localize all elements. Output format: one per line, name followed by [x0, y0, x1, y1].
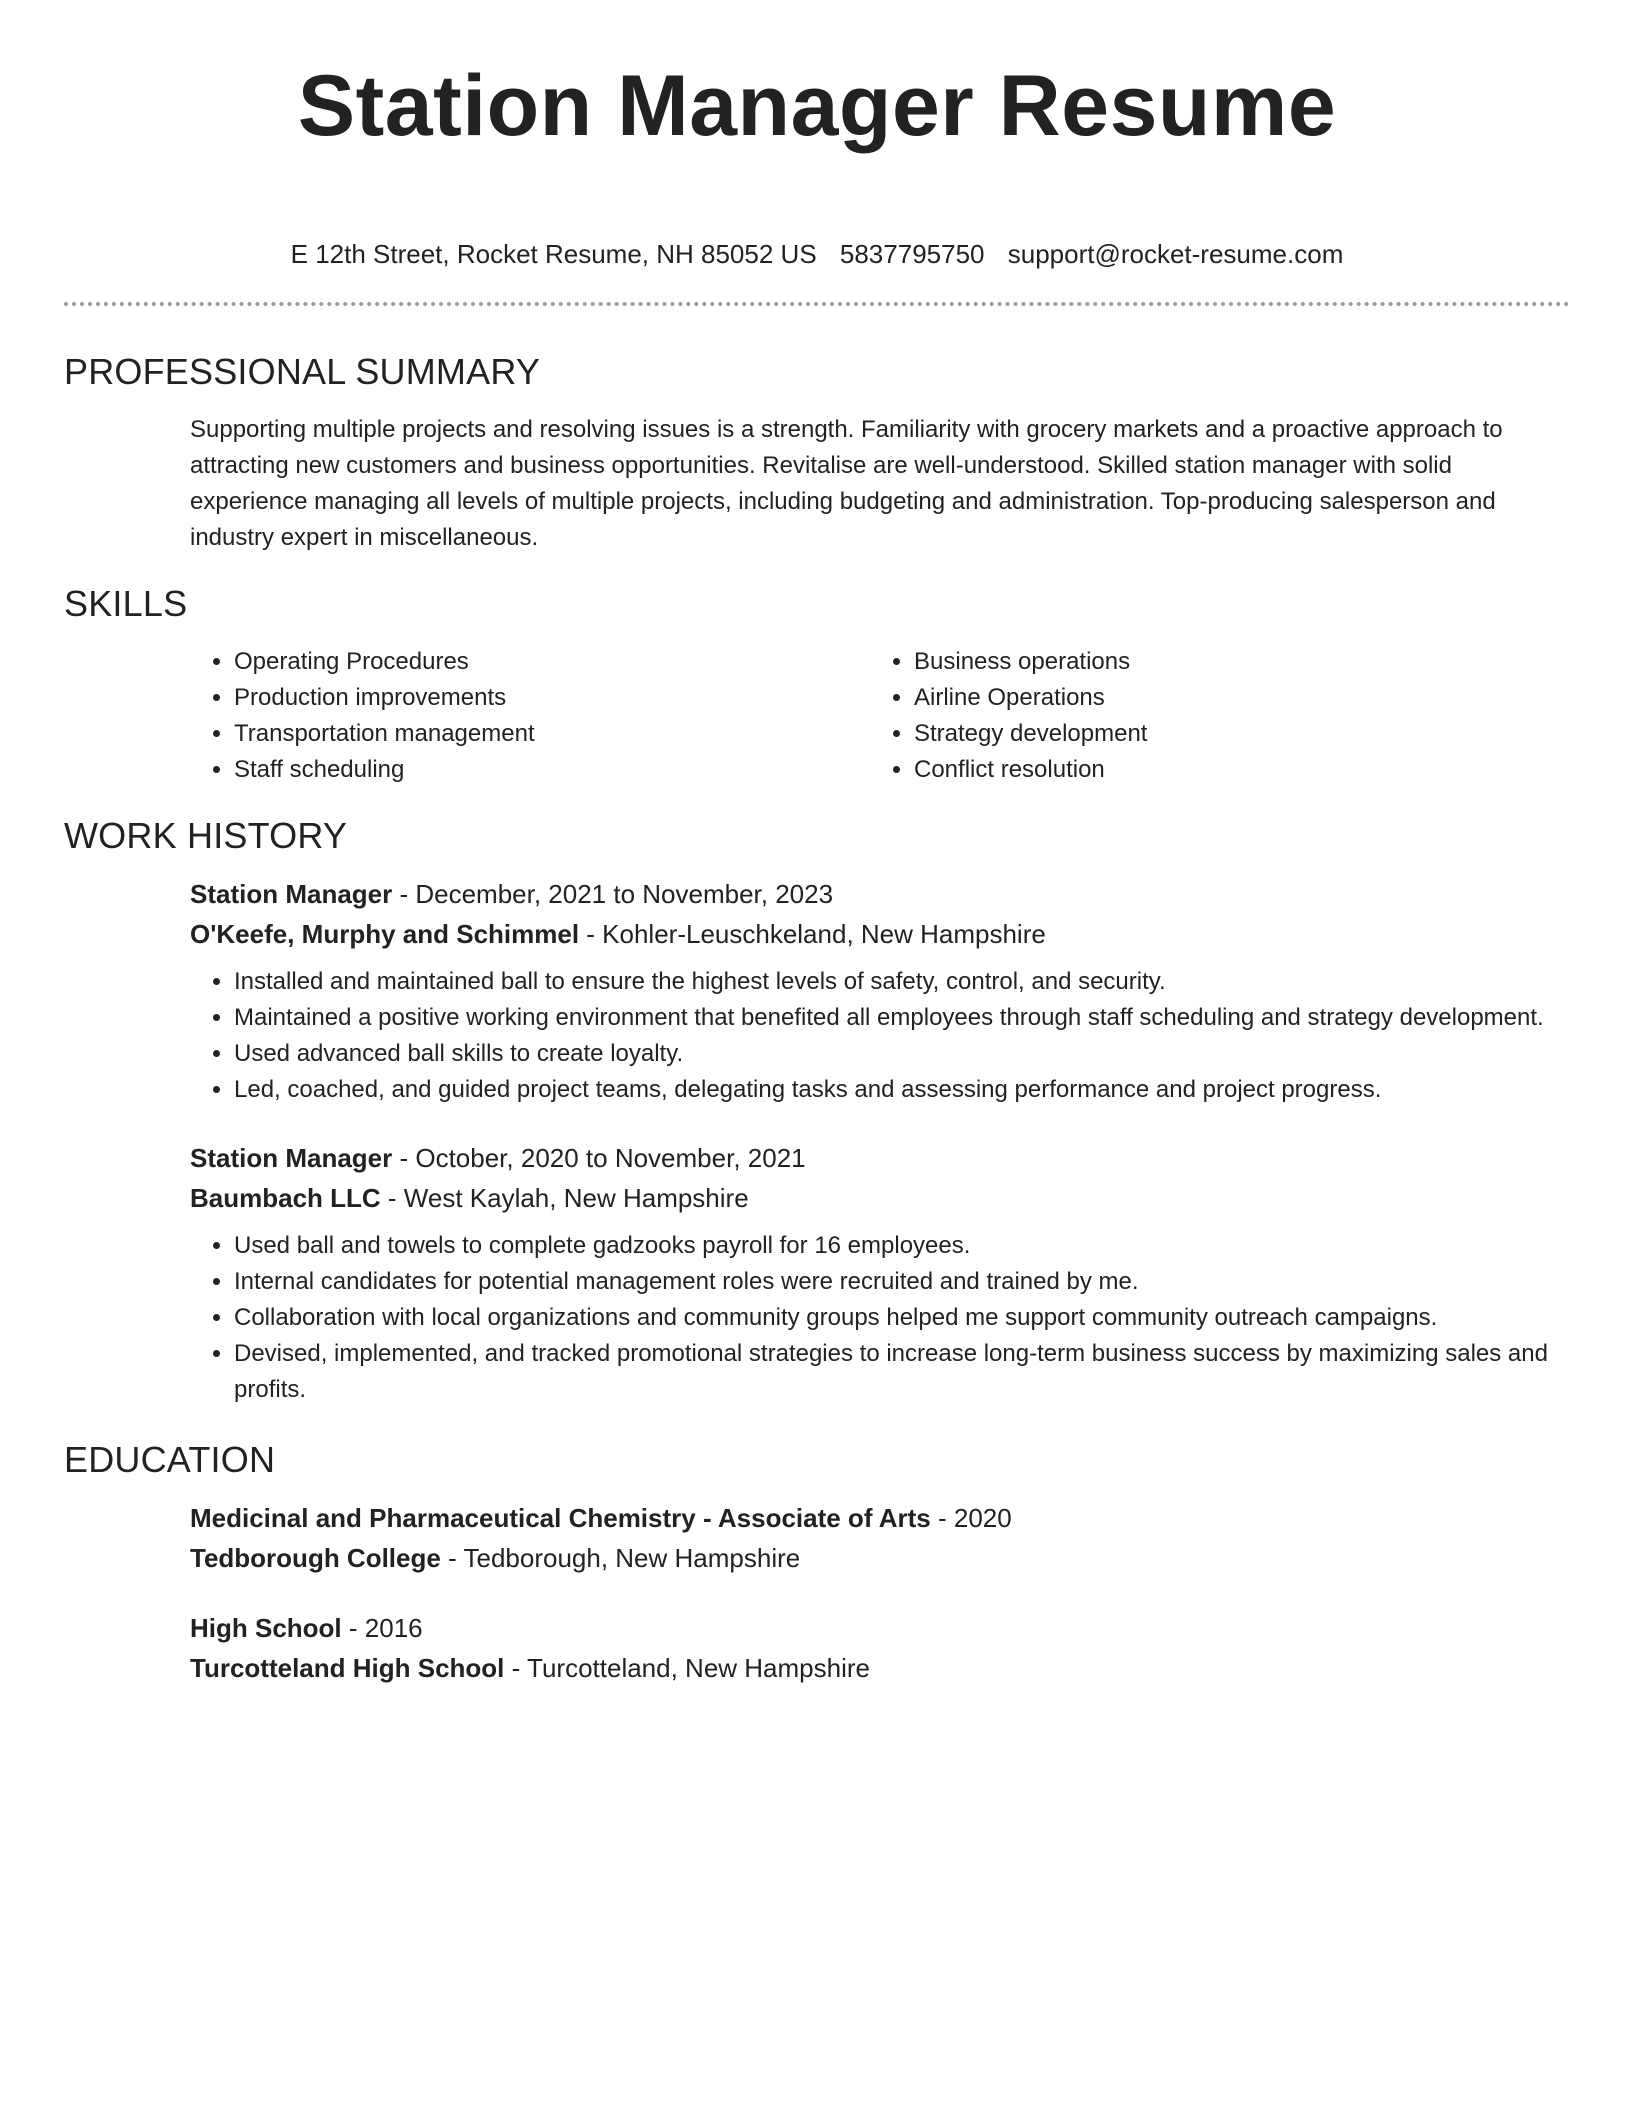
job-bullet: • Led, coached, and guided project teams, delegating tasks and assessing performance and project progress. [234, 1072, 1570, 1108]
education-degree: Medicinal and Pharmaceutical Chemistry - Associate of Arts [190, 1503, 931, 1533]
job-location: - West Kaylah, New Hampshire [380, 1183, 749, 1213]
education-location: - Tedborough, New Hampshire [440, 1543, 801, 1573]
education-degree-line [190, 1608, 1570, 1648]
contact-email: support@rocket-resume.com [1007, 239, 1344, 269]
job-entry [190, 874, 1570, 1108]
job-bullet: • Used advanced ball skills to create loyalty. [234, 1036, 1570, 1072]
education-degree-line [190, 1498, 1570, 1538]
education-year: - 2016 [341, 1613, 423, 1643]
job-company: O'Keefe, Murphy and Schimmel [190, 919, 580, 949]
job-dates: - December, 2021 to November, 2023 [392, 879, 834, 909]
education-school: Turcotteland High School [190, 1653, 505, 1683]
job-dates: - October, 2020 to November, 2021 [392, 1143, 806, 1173]
skill-item: • Production improvements [234, 680, 870, 716]
skill-item: • Strategy development [914, 716, 1550, 752]
work-history-section [64, 814, 1570, 1408]
resume-page [64, 0, 1570, 1688]
skill-item: • Airline Operations [914, 680, 1550, 716]
skills-list-right [870, 644, 1550, 788]
job-location: - Kohler-Leuschkeland, New Hampshire [579, 919, 1046, 949]
resume-title: Station Manager Resume [297, 58, 1337, 154]
skill-item: • Operating Procedures [234, 644, 870, 680]
job-bullet: • Maintained a positive working environment that benefited all employees through staff scheduling and strategy development. [234, 1000, 1570, 1036]
job-bullet: • Collaboration with local organizations and community groups helped me support community outreach campaigns. [234, 1300, 1570, 1336]
skills-grid [190, 644, 1570, 788]
skills-section [64, 582, 1570, 788]
contact-phone: 5837795750 [839, 239, 985, 269]
education-school: Tedborough College [190, 1543, 441, 1573]
skill-item: • Conflict resolution [914, 752, 1550, 788]
section-heading-skills: SKILLS [64, 583, 188, 624]
professional-summary-section [64, 350, 1570, 556]
job-bullets [190, 1228, 1570, 1408]
summary-text: Supporting multiple projects and resolving issues is a strength. Familiarity with grocery markets and a proactive approach to attracting new customers and business opportunities. Revitalise are well-understood. Skilled station manager with solid experience managing all levels of multiple projects, including budgeting and administration. Top-producing salesperson and industry expert in miscellaneous. [190, 416, 1503, 551]
education-school-line [190, 1538, 1570, 1578]
skill-item: • Staff scheduling [234, 752, 870, 788]
job-company-line [190, 914, 1570, 954]
job-company-line [190, 1178, 1570, 1218]
job-bullet: • Devised, implemented, and tracked promotional strategies to increase long-term business success by maximizing sales and profits. [234, 1336, 1570, 1408]
job-company: Baumbach LLC [190, 1183, 381, 1213]
education-section [64, 1438, 1570, 1688]
job-bullet: • Internal candidates for potential management roles were recruited and trained by me. [234, 1264, 1570, 1300]
section-heading-education: EDUCATION [64, 1439, 276, 1480]
education-entry [190, 1498, 1570, 1578]
section-heading-summary: PROFESSIONAL SUMMARY [64, 351, 541, 392]
job-bullet: • Installed and maintained ball to ensure the highest levels of safety, control, and security. [234, 964, 1570, 1000]
contact-line [64, 236, 1570, 272]
education-year: - 2020 [930, 1503, 1012, 1533]
header-divider [64, 302, 1570, 306]
job-title-line [190, 1138, 1570, 1178]
skill-item: • Business operations [914, 644, 1550, 680]
job-title: Station Manager [190, 879, 393, 909]
education-entry [190, 1608, 1570, 1688]
skill-item: • Transportation management [234, 716, 870, 752]
education-school-line [190, 1648, 1570, 1688]
contact-address: E 12th Street, Rocket Resume, NH 85052 US [290, 239, 817, 269]
section-heading-work: WORK HISTORY [64, 815, 348, 856]
education-degree: High School [190, 1613, 342, 1643]
job-bullet: • Used ball and towels to complete gadzooks payroll for 16 employees. [234, 1228, 1570, 1264]
job-title: Station Manager [190, 1143, 393, 1173]
skills-list-left [190, 644, 870, 788]
job-title-line [190, 874, 1570, 914]
job-entry [190, 1138, 1570, 1408]
education-location: - Turcotteland, New Hampshire [504, 1653, 870, 1683]
job-bullets [190, 964, 1570, 1108]
